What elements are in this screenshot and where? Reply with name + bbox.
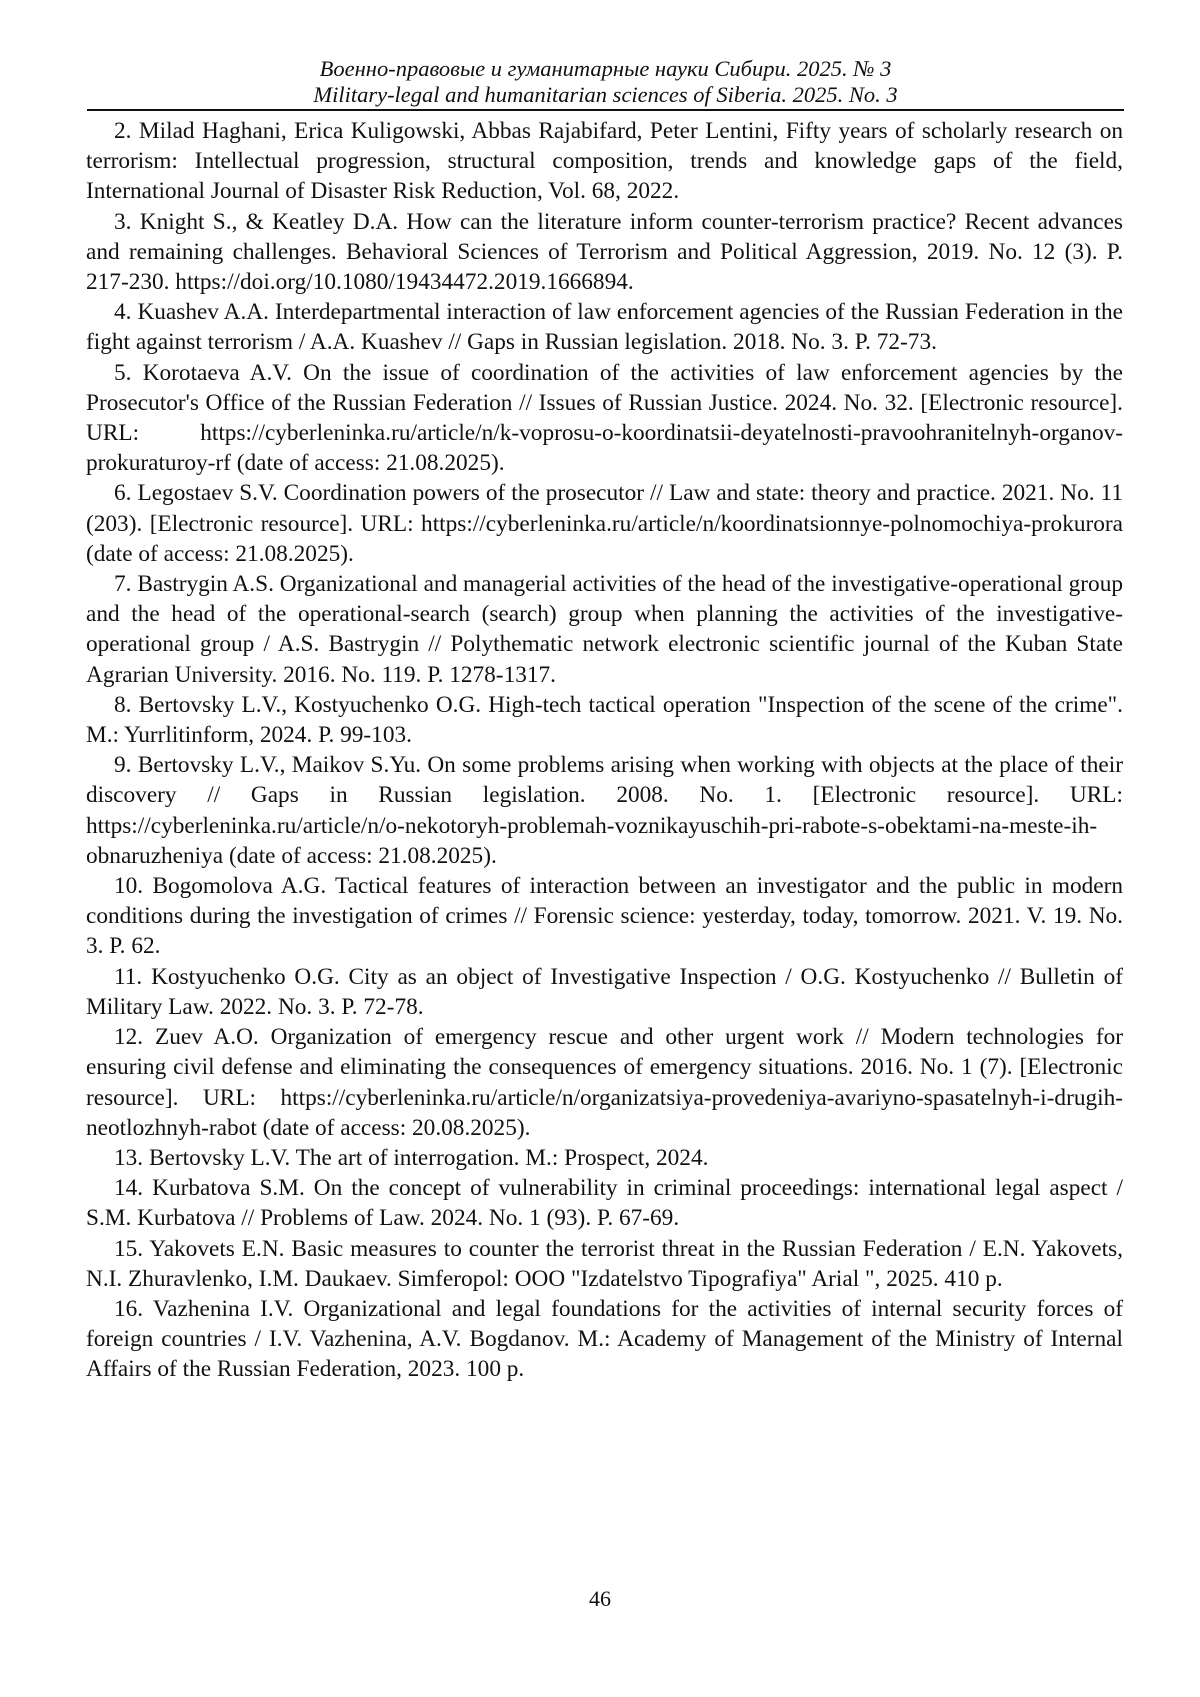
reference-number: 6. — [114, 480, 132, 507]
reference-item — [86, 1143, 1123, 1173]
reference-item — [86, 871, 1123, 962]
reference-text: Bogomolova A.G. Tactical features of interaction between an investigator and the public in modern conditions during the investigation of crimes // Forensic science: yesterday, today, tomorrow. 2021. V. 19. No. 3. P. 62. — [86, 873, 1123, 960]
reference-text: Kurbatova S.M. On the concept of vulnerability in criminal proceedings: international legal aspect / S.M. Kurbatova // Problems of Law. 2024. No. 1 (93). P. 67-69. — [86, 1175, 1123, 1232]
reference-number: 13. — [114, 1144, 144, 1171]
reference-number: 11. — [114, 963, 143, 990]
reference-item — [86, 358, 1123, 479]
header-divider — [87, 109, 1124, 111]
reference-item — [86, 750, 1123, 871]
reference-list — [86, 116, 1123, 1385]
reference-text: Bertovsky L.V., Maikov S.Yu. On some problems arising when working with objects at the place of their discovery // Gaps in Russian legislation. 2008. No. 1. [Electronic resource]. URL: https://cyberleninka.ru/article/n/o-nekotoryh-problemah-voznikayuschih-pri-rabote-s-obektami-na-meste-ih-obnaruzheniya (date of access: 21.08.2025). — [86, 752, 1123, 869]
reference-item — [86, 1234, 1123, 1294]
reference-number: 14. — [114, 1175, 144, 1202]
reference-item — [86, 297, 1123, 357]
reference-text: Bertovsky L.V., Kostyuchenko O.G. High-tech tactical operation "Inspection of the scene of the crime". M.: Yurrlitinform, 2024. P. 99-103. — [86, 691, 1124, 749]
header-title-ru: Военно-правовые и гуманитарные науки Сибири. 2025. № 3 — [319, 56, 892, 81]
reference-text: Vazhenina I.V. Organizational and legal foundations for the activities of internal security forces of foreign countries / I.V. Vazhenina, A.V. Bogdanov. M.: Academy of Management of the Ministry of Internal Affairs of the Russian Federation, 2023. 100 p. — [86, 1295, 1123, 1383]
reference-text: Yakovets E.N. Basic measures to counter the terrorist threat in the Russian Federation / E.N. Yakovets, N.I. Zhuravlenko, I.M. Daukaev. Simferopol: OOO "Izdatelstvo Tipografiya" Arial ", 2025. 410 p. — [86, 1235, 1123, 1292]
reference-number: 10. — [114, 873, 144, 900]
reference-number: 2. — [114, 118, 132, 144]
reference-text: Korotaeva A.V. On the issue of coordination of the activities of law enforcement agencies by the Prosecutor's Office of the Russian Federation // Issues of Russian Justice. 2024. No. 32. [Electronic resource]. URL: https://cyberleninka.ru/article/n/k-voprosu-o-koordinatsii-deyatelnosti-pravoohranitelnyh-organov-prokuraturoy-rf (date of access: 21.08.2025). — [86, 359, 1123, 477]
reference-item — [86, 478, 1123, 569]
reference-item — [86, 1173, 1123, 1233]
reference-text: Milad Haghani, Erica Kuligowski, Abbas Rajabifard, Peter Lentini, Fifty years of scholarly research on terrorism: Intellectual progression, structural composition, trends and knowledge gaps of the field, International Journal of Disaster Risk Reduction, Vol. 68, 2022. — [86, 118, 1123, 205]
reference-item — [86, 1294, 1123, 1385]
reference-text: Legostaev S.V. Coordination powers of the prosecutor // Law and state: theory and practice. 2021. No. 11 (203). [Electronic resource]. URL: https://cyberleninka.ru/article/n/koordinatsionnye-polnomochiya-prokurora (date of access: 21.08.2025). — [86, 480, 1123, 567]
reference-number: 8. — [114, 691, 132, 718]
reference-number: 9. — [114, 752, 132, 779]
reference-item — [86, 690, 1123, 750]
reference-item — [86, 207, 1123, 298]
header-title-en: Military-legal and humanitarian sciences of Siberia. 2025. No. 3 — [313, 82, 898, 107]
reference-number: 4. — [114, 299, 132, 326]
reference-text: Kuashev A.A. Interdepartmental interaction of law enforcement agencies of the Russian Federation in the fight against terrorism / A.A. Kuashev // Gaps in Russian legislation. 2018. No. 3. P. 72-73. — [86, 299, 1123, 356]
reference-item — [86, 569, 1123, 690]
reference-number: 3. — [114, 208, 132, 235]
reference-text: Bastrygin A.S. Organizational and managerial activities of the head of the investigative-operational group and the head of the operational-search (search) group when planning the activities of the investigative-operational group / A.S. Bastrygin // Polythematic network electronic scientific journal of the Kuban State Agrarian University. 2016. No. 119. P. 1278-1317. — [86, 571, 1123, 688]
reference-number: 16. — [114, 1295, 144, 1322]
reference-item — [86, 962, 1123, 1022]
reference-text: Zuev A.O. Organization of emergency rescue and other urgent work // Modern technologies for ensuring civil defense and eliminating the consequences of emergency situations. 2016. No. 1 (7). [Electronic resource]. URL: https://cyberleninka.ru/article/n/organizatsiya-provedeniya-avariyno-spasatelnyh-i-drugih-neotlozhnyh-rabot (date of access: 20.08.2025). — [86, 1024, 1123, 1141]
page-number: 46 — [589, 1586, 611, 1611]
reference-number: 7. — [114, 571, 132, 598]
reference-text: Kostyuchenko O.G. City as an object of Investigative Inspection / O.G. Kostyuchenko // Bulletin of Military Law. 2022. No. 3. P. 72-78. — [86, 963, 1124, 1020]
reference-number: 12. — [114, 1024, 144, 1051]
reference-item — [86, 1022, 1123, 1143]
reference-number: 5. — [114, 359, 132, 386]
reference-text: Knight S., & Keatley D.A. How can the literature inform counter-terrorism practice? Recent advances and remaining challenges. Behavioral Sciences of Terrorism and Political Aggression, 2019. No. 12 (3). P. 217-230. https://doi.org/10.1080/19434472.2019.1666894. — [86, 208, 1123, 296]
reference-text: Bertovsky L.V. The art of interrogation. M.: Prospect, 2024. — [148, 1144, 709, 1171]
running-header — [87, 56, 1124, 108]
reference-item — [86, 116, 1123, 207]
reference-number: 15. — [114, 1235, 144, 1262]
